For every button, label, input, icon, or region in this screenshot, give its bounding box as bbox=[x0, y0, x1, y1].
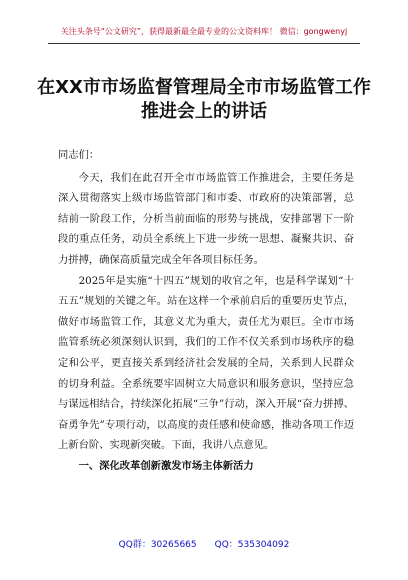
paragraph-2: 2025年是实施“十四五”规划的收官之年，也是科学谋划“十五五”规划的关键之年。站在这样一个承前启后的重要历史节点，做好市场监管工作，其意义尤为重大，责任尤为艰巨。全市市场监管系统必须深刻认识到，我们的工作不仅关系到市场秩序的稳定和公平，更直接关系到经济社会发展的全局，关系到人民群众的切身利益。全系统要牢固树立大局意识和服务意识，坚持应急与谋远相结合，持续深化拓展“三争”行动，深入开展“奋力拼搏、奋勇争先”专项行动，以高度的责任感和使命感，推动各项工作迈上新台阶、实现新突破。下面，我讲八点意见。 bbox=[58, 274, 354, 452]
document-title: 在XX市市场监督管理局全市市场监管工作推进会上的讲话 bbox=[37, 77, 371, 122]
header-note: 关注头条号“公文研究”，获得最新最全最专业的公文资料库！ 微信：gongwenyj bbox=[60, 27, 348, 36]
section-heading: 一、深化改革创新激发市场主体新活力 bbox=[78, 459, 254, 472]
paragraph-1: 今天，我们在此召开全市市场监管工作推进会，主要任务是深入贯彻落实上级市场监管部门和市委、市政府的决策部署，总结前一阶段工作，分析当前面临的形势与挑战，安排部署下一阶段的重点任务，动员全系统上下进一步统一思想、凝聚共识、奋力拼搏，确保高质量完成全年各项目标任务。 bbox=[58, 171, 354, 266]
footer-contact: QQ群：30265665 QQ：535304092 bbox=[118, 540, 290, 550]
document-body bbox=[58, 145, 354, 477]
header-divider bbox=[48, 43, 360, 44]
salutation: 同志们： bbox=[58, 149, 100, 161]
